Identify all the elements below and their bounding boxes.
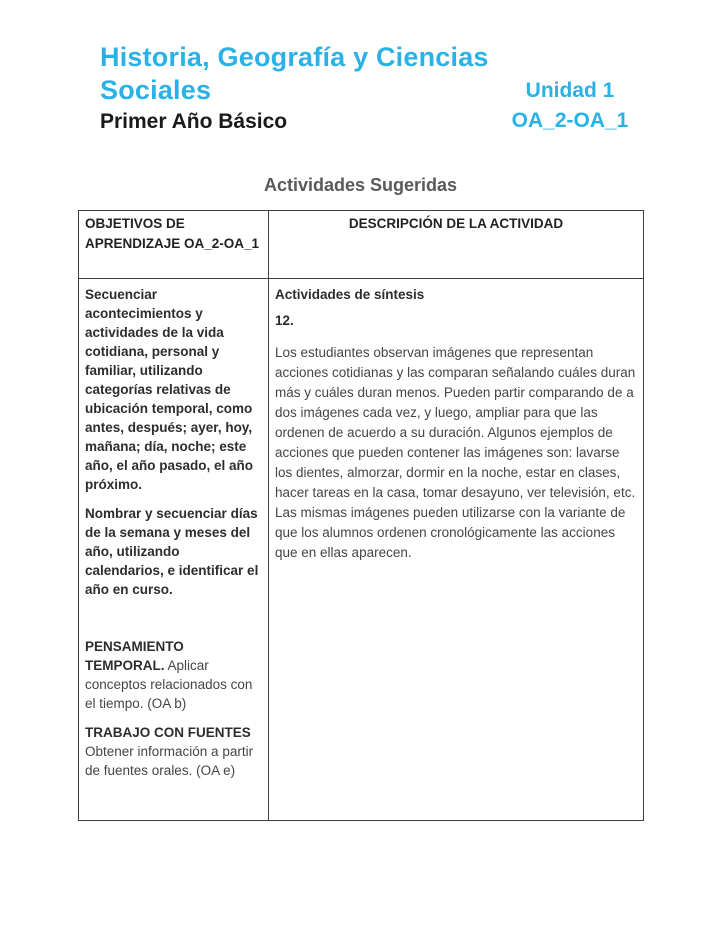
objective-paragraph — [85, 504, 262, 599]
table-header-row — [79, 211, 644, 279]
document-header — [100, 41, 520, 135]
objectives-cell — [79, 279, 269, 821]
activity-type-heading: Actividades de síntesis — [275, 287, 425, 302]
activities-table — [78, 210, 644, 821]
activity-number: 12. — [275, 313, 294, 328]
column-header-objectives: OBJETIVOS DE APRENDIZAJE OA_2-OA_1 — [79, 211, 269, 279]
unit-info-block — [488, 74, 652, 134]
section-heading: Actividades Sugeridas — [263, 175, 458, 195]
objective-bold-text: Secuenciar acontecimientos y actividades de la vida cotidiana, personal y familiar, utilizando categorías relativas de ubicación temporal, como antes, después; ayer, hoy, mañana; día, noche; este año, el año pasado, el año próximo. — [85, 287, 254, 492]
skill-paragraph-temporal — [85, 637, 262, 713]
grade-subtitle: Primer Año Básico — [100, 110, 288, 133]
objective-bold-text: Nombrar y secuenciar días de la semana y meses del año, utilizando calendarios, e identificar el año en curso. — [85, 506, 259, 597]
skill-regular-text: Obtener información a partir de fuentes orales. (OA e) — [85, 744, 254, 778]
skill-paragraph-fuentes — [85, 723, 262, 780]
course-title-line2: Sociales — [100, 75, 212, 105]
unit-label: Unidad 1 — [525, 79, 615, 102]
activity-description-cell — [269, 279, 644, 821]
column-header-description: DESCRIPCIÓN DE LA ACTIVIDAD — [269, 211, 644, 279]
table-body-row — [79, 279, 644, 821]
objective-paragraph — [85, 285, 262, 494]
skill-regular-text: Aplicar conceptos relacionados con el tiempo. (OA b) — [85, 658, 253, 711]
oa-code-label: OA_2-OA_1 — [511, 109, 629, 132]
skill-bold-text: PENSAMIENTO TEMPORAL. — [85, 639, 184, 673]
activity-body-text: Los estudiantes observan imágenes que representan acciones cotidianas y las comparan señalando cuáles duran más y cuáles duran menos. Pueden partir comparando de a dos imágenes cada vez, y luego, ampliar para que las ordenen de acuerdo a su duración. Algunos ejemplos de acciones que pueden contener las imágenes son: lavarse los dientes, almorzar, dormir en la noche, estar en clases, hacer tareas en la casa, tomar desayuno, ver televisión, etc. Las mismas imágenes pueden utilizarse con la variante de que los alumnos ordenen cronológicamente las acciones que en ellas aparecen. — [275, 345, 636, 560]
course-title-line1: Historia, Geografía y Ciencias — [100, 42, 489, 72]
skill-bold-text: TRABAJO CON FUENTES — [85, 725, 251, 740]
